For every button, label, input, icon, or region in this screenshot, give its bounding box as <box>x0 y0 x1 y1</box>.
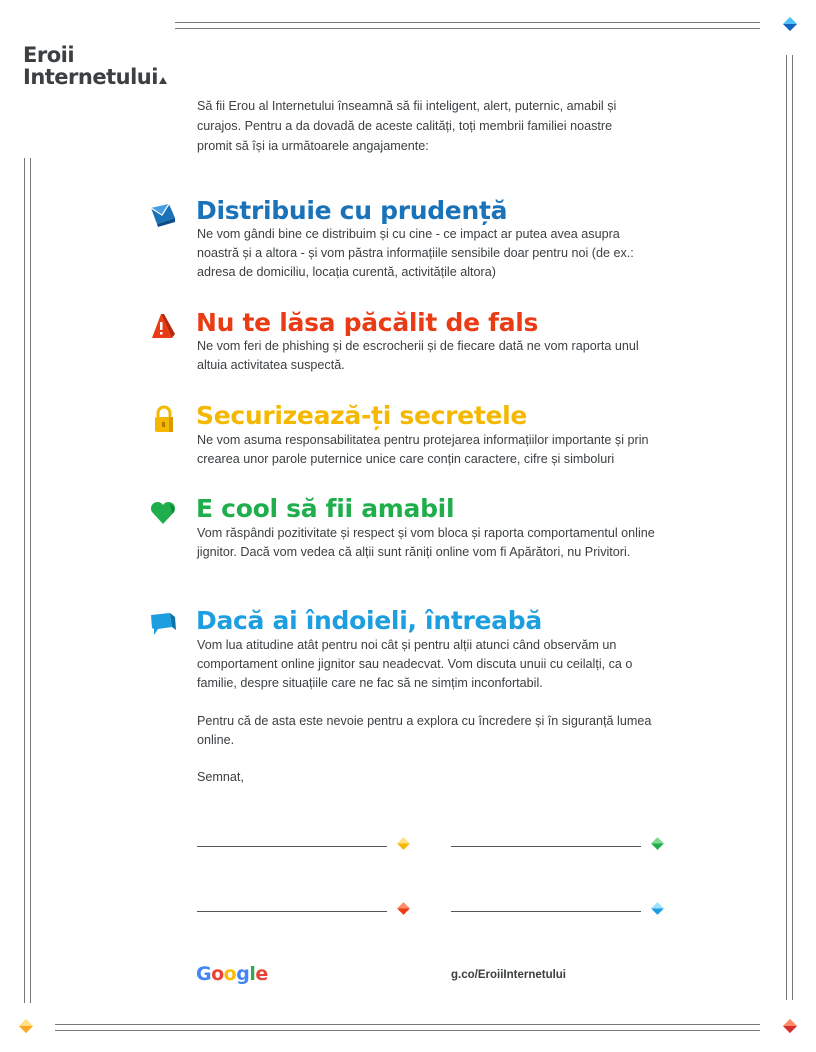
eroii-internetului-logo <box>23 44 167 88</box>
closing-paragraph: Pentru că de asta este nevoie pentru a explora cu încredere și în siguranță lumea online. <box>197 714 652 747</box>
signature-diamond-red <box>397 902 410 915</box>
section-text-nu-te-lasa: Ne vom feri de phishing și de escrocherii și de fiecare dată ne vom raporta unul altuia activitatea suspectă. <box>197 339 639 372</box>
top-border <box>175 22 760 29</box>
right-border <box>786 55 793 1000</box>
heart-icon <box>148 497 178 527</box>
section-text-distribuie: Ne vom gândi bine ce distribuim și cu cine - ce impact ar putea avea asupra noastră și a altora - și vom păstra informațiile sensibile doar pentru noi (de ex.: adresa de domiciliu, locația curentă, activitățile altora) <box>197 227 634 279</box>
section-title-securizeaza: Securizează-ți secretele <box>196 401 528 430</box>
section-title-distribuie: Distribuie cu prudență <box>196 196 508 225</box>
left-border <box>24 158 31 1003</box>
section-title-nu-te-lasa: Nu te lăsa păcălit de fals <box>196 308 539 337</box>
logo-triangle-icon <box>159 77 167 84</box>
section-text-daca-ai-indoieli: Vom lua atitudine atât pentru noi cât și pentru alții atunci când observăm un comportament online jignitor sau neadecvat. Vom discuta unuii cu ceilalți, ca o familie, despre situațiile care ne fac să ne simțim inconfortabil. <box>197 638 633 690</box>
corner-diamond-bottom-left <box>19 1019 33 1033</box>
warning-icon <box>148 312 178 342</box>
signature-diamond-blue <box>651 902 664 915</box>
envelope-icon <box>148 200 178 230</box>
section-text-securizeaza: Ne vom asuma responsabilitatea pentru protejarea informațiilor importante și prin crearea unor parole puternice unice care conțin caractere, cifre și simboluri <box>197 433 649 466</box>
intro-paragraph: Să fii Erou al Internetului înseamnă să fii inteligent, alert, puternic, amabil și curajos. Pentru a da dovadă de aceste calități, toți membrii familiei noastre promit să își ia următoarele angajamente: <box>197 99 617 153</box>
section-title-e-cool: E cool să fii amabil <box>196 494 455 523</box>
signature-line-1 <box>197 846 387 847</box>
lock-icon <box>149 404 179 434</box>
signature-diamond-yellow <box>397 837 410 850</box>
bottom-border <box>55 1024 760 1031</box>
section-text-e-cool: Vom răspândi pozitivitate și respect și vom bloca și raporta comportamentul online jignitor. Dacă vom vedea că alții sunt răniți online vom fi Apărători, nu Privitori. <box>197 526 655 559</box>
signature-line-4 <box>451 911 641 912</box>
corner-diamond-top-right <box>783 17 797 31</box>
logo-line1: Eroii <box>23 43 75 67</box>
logo-line2: Internetului <box>23 65 158 89</box>
chat-bubble-icon <box>148 609 178 639</box>
signature-line-3 <box>197 911 387 912</box>
google-logo: Google <box>196 963 268 985</box>
signature-diamond-green <box>651 837 664 850</box>
footer-url[interactable]: g.co/EroiiInternetului <box>451 969 567 981</box>
section-title-daca-ai-indoieli: Dacă ai îndoieli, întreabă <box>196 606 542 635</box>
signature-line-2 <box>451 846 641 847</box>
corner-diamond-bottom-right <box>783 1019 797 1033</box>
signed-label: Semnat, <box>197 770 244 784</box>
